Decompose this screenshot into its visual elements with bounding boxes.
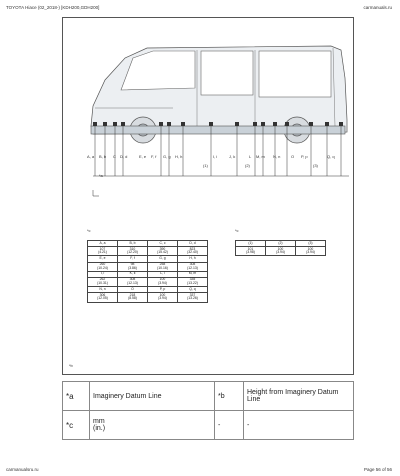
callout-n: N, n (273, 154, 281, 159)
table-cell: 100 (3.94) (148, 277, 178, 286)
callout-g: G, g (163, 154, 171, 159)
page-footer-site: carmanualsru.ru (6, 467, 39, 472)
star-c-mark-right: *c (235, 228, 239, 233)
table-cell: Q, q (178, 287, 208, 293)
callout-b: B, b (99, 154, 107, 159)
table-cell: L, l (148, 271, 178, 277)
table-cell: K, k (118, 271, 148, 277)
table-cell: 100 (3.94) (296, 247, 326, 256)
table-cell: B, b (118, 241, 148, 247)
table-cell: 98 (3.86) (118, 262, 148, 271)
legend-text: Height from Imaginery Datum Line (244, 382, 354, 411)
table-cell: 100 (3.94) (266, 247, 296, 256)
table-cell: N, n (88, 287, 118, 293)
legend-text: Imaginery Datum Line (90, 382, 215, 411)
legend-table (62, 381, 354, 440)
sub-label-3: (3) (313, 163, 318, 168)
callout-f: F, f (151, 154, 157, 159)
callout-a: A, a (87, 154, 95, 159)
table-cell: 306 (12.05) (88, 293, 118, 302)
legend-symbol: *c (63, 411, 90, 440)
table-cell: A, a (88, 241, 118, 247)
table-cell: 337 (13.26) (178, 293, 208, 302)
table-cell: 218 (8.58) (118, 293, 148, 302)
table-cell: 262 (10.31) (88, 277, 118, 286)
table-cell: 308 (12.13) (178, 262, 208, 271)
page-header-title: TOYOTA Hiace (02_2018-) [KDH200,GDH200] (6, 5, 100, 10)
table-cell: F, f (118, 256, 148, 262)
table-cell: 101 (3.98) (236, 247, 266, 256)
table-cell: 390 (15.42) (148, 247, 178, 256)
height-table-right (235, 240, 326, 256)
legend-text: - (244, 411, 354, 440)
table-cell: H, h (178, 256, 208, 262)
height-table-left (87, 240, 208, 303)
table-cell: 310 (12.20) (118, 247, 148, 256)
star-a-mark: *a (99, 173, 103, 178)
table-cell: C, c (148, 241, 178, 247)
underbody (91, 126, 345, 134)
table-cell: O (118, 287, 148, 293)
star-c-mark-left: *c (87, 228, 91, 233)
table-cell: 258 (10.16) (148, 262, 178, 271)
callout-l: L (249, 154, 252, 159)
callout-p: P, p (301, 154, 308, 159)
callout-m: M, m (256, 154, 265, 159)
sub-label-2: (2) (245, 163, 250, 168)
table-cell: 335 (13.22) (178, 277, 208, 286)
table-cell: 260 (10.24) (88, 262, 118, 271)
datum-line-figure (62, 17, 354, 375)
table-cell: D, d (178, 241, 208, 247)
callout-q: Q, q (327, 154, 335, 159)
table-cell: 823 (32.40) (178, 247, 208, 256)
legend-symbol: *a (63, 382, 90, 411)
legend-symbol: - (215, 411, 244, 440)
table-cell: M, m (178, 271, 208, 277)
table-cell: G, g (148, 256, 178, 262)
callout-e: E, e (139, 154, 147, 159)
sub-label-1: (1) (203, 163, 208, 168)
table-cell: P, p (148, 287, 178, 293)
table-cell: 308 (12.13) (118, 277, 148, 286)
callout-k: J, k (229, 154, 236, 159)
star-b-mark: *b (69, 363, 73, 368)
table-cell: (2) (266, 241, 296, 247)
legend-symbol: *b (215, 382, 244, 411)
callout-h: H, h (175, 154, 183, 159)
table-cell: E, e (88, 256, 118, 262)
van-illustration (63, 18, 353, 374)
table-cell: (1) (236, 241, 266, 247)
callout-i: I, i (213, 154, 218, 159)
callout-o: O (291, 154, 295, 159)
page-header-site: carmanuals.ru (363, 5, 392, 10)
legend-text: mm (in.) (90, 411, 215, 440)
legend-row (63, 411, 354, 440)
table-cell: 100 (3.94) (148, 293, 178, 302)
table-cell: 107 (4.21) (88, 247, 118, 256)
legend-row (63, 382, 354, 411)
callout-c: C (113, 154, 116, 159)
table-cell: I, i (88, 271, 118, 277)
page-footer-page-number: Page 56 of 56 (363, 467, 392, 472)
callout-d: D, d (120, 154, 128, 159)
table-cell: (3) (296, 241, 326, 247)
